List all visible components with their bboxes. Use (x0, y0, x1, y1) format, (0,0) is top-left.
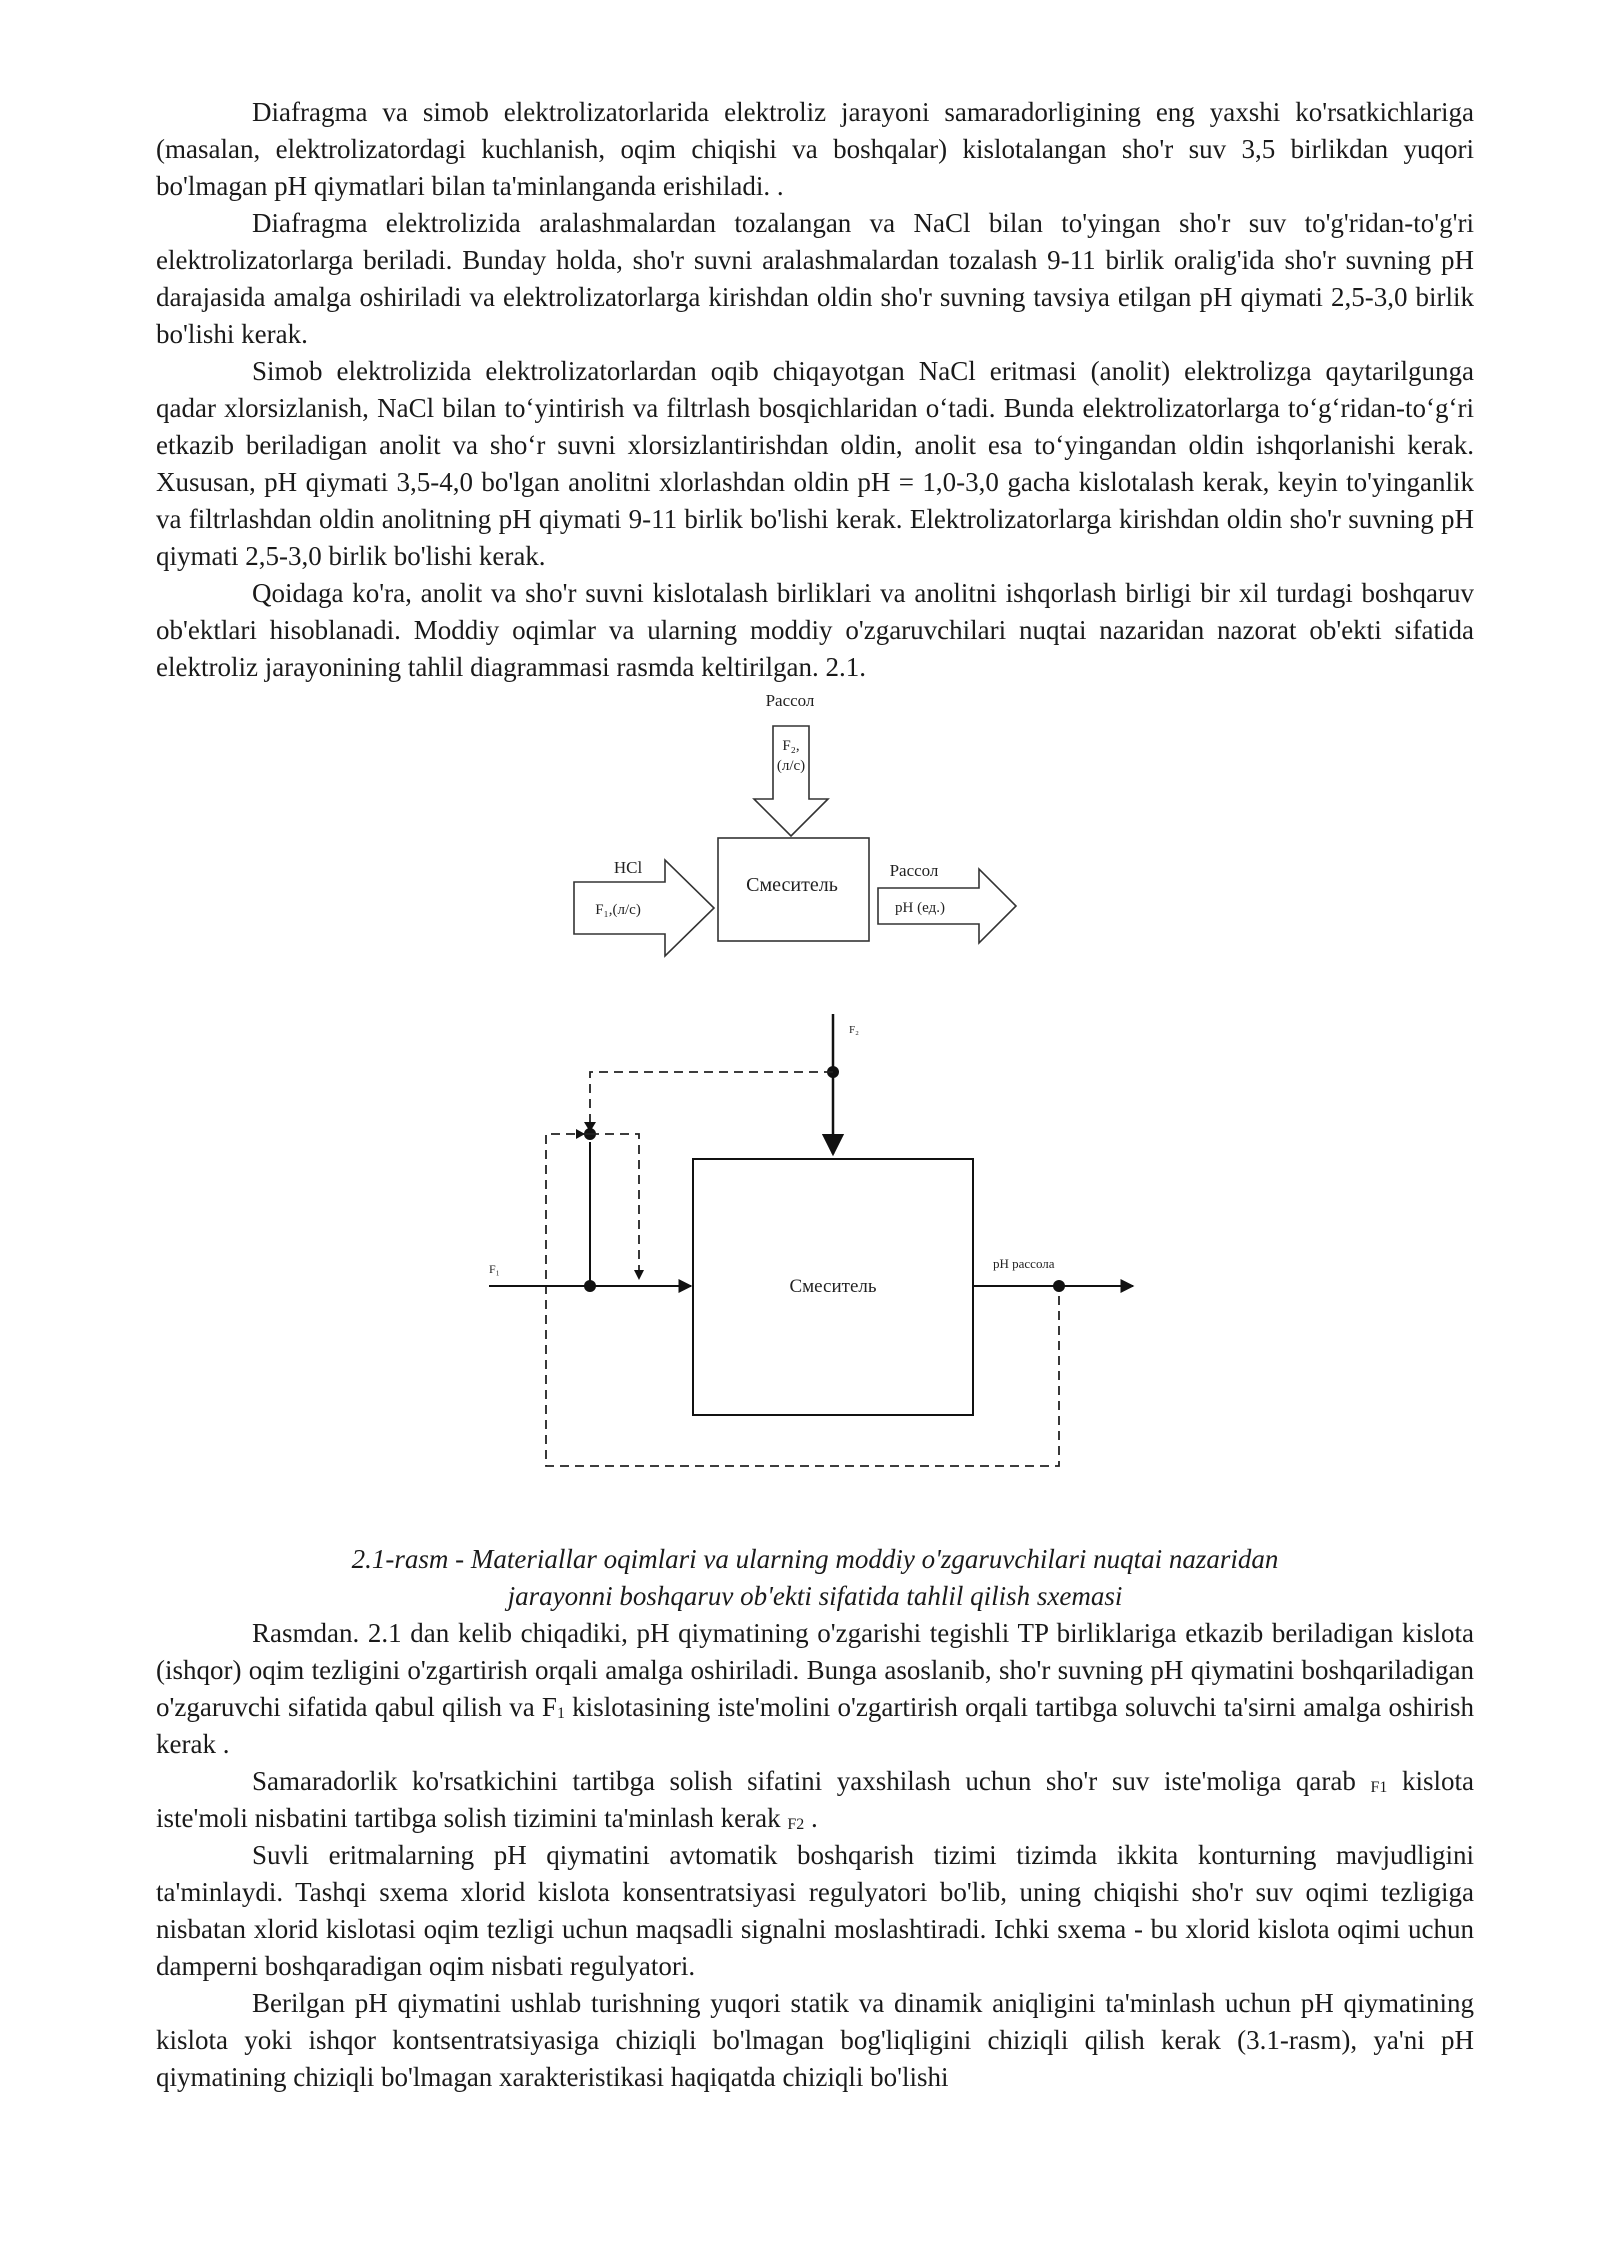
paragraph-6-text-c: . (804, 1803, 818, 1833)
outlet-label: Рассол (889, 861, 939, 880)
top-inlet-flow-line2: (л/с) (776, 758, 806, 774)
figure-caption (156, 1541, 1474, 1615)
top-inlet-flow-line1: F₂, (782, 738, 800, 754)
bottom-mixer-label: Смеситель (789, 1276, 877, 1297)
paragraph-3: Simob elektrolizida elektrolizatorlardan oqib chiqayotgan NaCl eritmasi (anolit) elektrolizga qaytarilgunga qadar xlorsizlanish, NaCl bilan to‘yintirish va filtrlash bosqichlaridan o‘tadi. Bunda elektrolizatorlarga to‘g‘ridan-to‘g‘ri etkazib beriladigan anolit va sho‘r suvni xlorsizlantirishdan oldin, anolit esa to‘yingandan oldin ishqorlanishi kerak. Xususan, pH qiymati 3,5-4,0 bo'lgan anolitni xlorlashdan oldin pH = 1,0-3,0 gacha kislotalash kerak, keyin to'yinganlik va filtrlashdan oldin anolitning pH qiymati 9-11 birlik bo'lishi kerak. Elektrolizatorlarga kirishdan oldin sho'r suvning pH qiymati 2,5-3,0 birlik bo'lishi kerak. (156, 356, 1474, 571)
paragraph-7: Suvli eritmalarning pH qiymatini avtomatik boshqarish tizimi tizimda ikkita konturning mavjudligini ta'minlaydi. Tashqi sxema xlorid kislota konsentratsiyasi regulyatori bo'lib, uning chiqishi sho'r suv oqimi tezligiga nisbatan xlorid kislotasi oqim tezligi uchun maqsadli signalni moslashtiradi. Ichki sxema - bu xlorid kislota oqimi uchun damperni boshqaradigan oqim nisbati regulyatori. (156, 1840, 1474, 1981)
left-inlet-flow: F₁,(л/с) (595, 902, 641, 918)
paragraph-5-text-a: Rasmdan. 2.1 dan kelib chiqadiki, pH qiymatining o'zgarishi tegishli TP birliklariga etkazib beriladigan kislota (ishqor) oqim tezligini o'zgartirish orqali amalga oshiriladi. Bunga asoslanib, sho'r suvning pH qiymatini boshqariladigan o'zgaruvchi sifatida qabul qilish va F (156, 1618, 1474, 1722)
controller-down-arrowhead (634, 1270, 644, 1280)
top-mixer-label: Смеситель (746, 874, 838, 896)
f1-input-label: F₁ (489, 1262, 500, 1276)
top-inlet-label: Рассол (765, 691, 815, 710)
paragraph-6-text-a: Samaradorlik ko'rsatkichini tartibga solish sifatini yaxshilash uchun sho'r suv iste'moliga qarab (252, 1766, 1371, 1796)
left-inlet-label: HCl (613, 858, 643, 877)
outlet-value: pH (ед.) (895, 900, 945, 916)
bottom-diagram (489, 1014, 1133, 1466)
figure-diagram (156, 686, 1474, 1541)
paragraph-6-subscript-f1: F1 (1370, 1779, 1388, 1796)
caption-line-1: 2.1-rasm - Materiallar oqimlari va ularning moddiy o'zgaruvchilari nuqtai nazaridan (351, 1544, 1279, 1574)
ph-output-label: pH рассола (993, 1256, 1055, 1271)
top-diagram (574, 691, 1016, 956)
controller-to-right (590, 1134, 639, 1276)
paragraph-6-text-b: kislota iste'moli nisbatini tartibga solish tizimini ta'minlash kerak (156, 1766, 1474, 1833)
paragraph-6 (156, 1763, 1474, 1837)
paragraph-8: Berilgan pH qiymatini ushlab turishning yuqori statik va dinamik aniqligini ta'minlash uchun pH qiymatining kislota yoki ishqor kontsentratsiyasiga chiziqli bo'lmagan bog'liqligini chiziqli qilish kerak (3.1-rasm), ya'ni pH qiymatining chiziqli bo'lmagan xarakteristikasi haqiqatda chiziqli bo'lishi (156, 1988, 1474, 2092)
f2-ratio-link (590, 1072, 833, 1123)
paragraph-6-subscript-f2: F2 (787, 1816, 805, 1833)
caption-line-2: jarayonni boshqaruv ob'ekti sifatida tahlil qilish sxemasi (507, 1581, 1123, 1611)
paragraph-1: Diafragma va simob elektrolizatorlarida elektroliz jarayoni samaradorligining eng yaxshi ko'rsatkichlariga (masalan, elektrolizatordagi kuchlanish, oqim chiqishi va boshqalar) kislotalangan sho'r suv 3,5 birlikdan yuqori bo'lmagan pH qiymatlari bilan ta'minlanganda erishiladi. . (156, 97, 1474, 201)
paragraph-4: Qoidaga ko'ra, anolit va sho'r suvni kislotalash birliklari va anolitni ishqorlash birligi bir xil turdagi boshqaruv ob'ektlari hisoblanadi. Moddiy oqimlar va ularning moddiy o'zgaruvchilari nuqtai nazaridan nazorat ob'ekti sifatida elektroliz jarayonining tahlil diagrammasi rasmda keltirilgan. 2.1. (156, 578, 1474, 682)
document-page (156, 94, 1474, 2096)
paragraph-5-subscript: 1 (556, 1705, 565, 1722)
ph-sensor-node (1053, 1280, 1065, 1292)
figure-2-1 (156, 686, 1474, 1541)
paragraph-5 (156, 1615, 1474, 1763)
paragraph-5-text-b: kislotasining iste'molini o'zgartirish orqali tartibga soluvchi ta'sirni amalga oshirish kerak . (156, 1692, 1475, 1759)
controller-left-arrowhead (576, 1129, 585, 1139)
paragraph-2: Diafragma elektrolizida aralashmalardan tozalangan va NaCl bilan to'yingan sho'r suv to'g'ridan-to'g'ri elektrolizatorlarga beriladi. Bunday holda, sho'r suvni aralashmalardan tozalash 9-11 birlik oralig'ida sho'r suvning pH darajasida amalga oshiriladi va elektrolizatorlarga kirishdan oldin sho'r suvning tavsiya etilgan pH qiymati 2,5-3,0 birlik bo'lishi kerak. (156, 208, 1474, 349)
f1-branch-node (584, 1280, 596, 1292)
f2-input-label: F₂ (849, 1024, 859, 1036)
